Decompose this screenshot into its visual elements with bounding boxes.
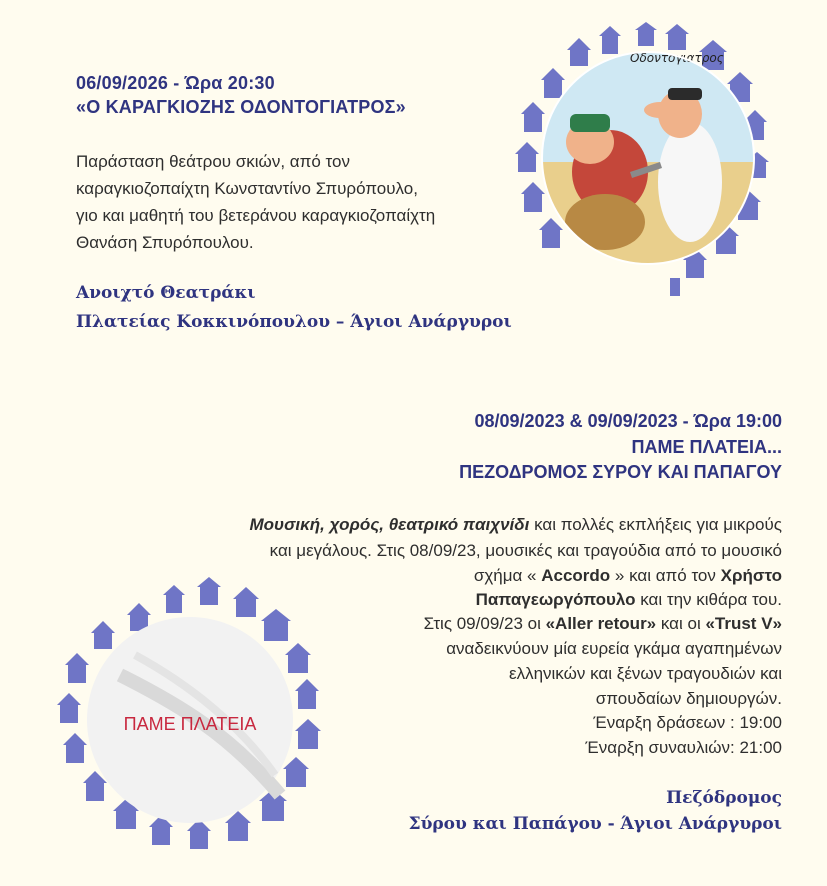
event2-venue-address: Σύρου και Παπάγου - Άγιοι Ανάργυροι — [408, 814, 782, 834]
event2-venue-name: Πεζόδρομος — [666, 788, 782, 808]
event2-date-time: 08/09/2023 & 09/09/2023 - Ώρα 19:00 — [474, 411, 782, 431]
event1-description-line: Θανάση Σπυρόπουλου. — [76, 233, 254, 252]
event2-description-line: και μεγάλους. Στις 08/09/23, μουσικές και τραγούδια από το μουσικό — [269, 541, 782, 560]
karagiozis-badge — [510, 22, 780, 302]
event2-start-concerts: Έναρξη συναυλιών: 21:00 — [585, 738, 782, 757]
event2-start-activities: Έναρξη δράσεων : 19:00 — [593, 713, 782, 732]
event1-date-time: 06/09/2026 - Ώρα 20:30 — [76, 73, 275, 93]
event1-description-line: καραγκιοζοπαίχτη Κωνσταντίνο Σπυρόπουλο, — [76, 179, 418, 198]
event2-title: ΠΑΜΕ ΠΛΑΤΕΙΑ... — [631, 437, 782, 457]
badge2-label: ΠΑΜΕ ΠΛΑΤΕΙΑ — [123, 714, 257, 734]
event2-description-line: σπουδαίων δημιουργών. — [595, 689, 782, 708]
badge1-caption: Οδοντογιατρος — [630, 51, 724, 65]
event2-description-line: σχήμα « Accordo » και από τον Χρήστο — [473, 566, 782, 585]
event1-title: «Ο ΚΑΡΑΓΚΙΟΖΗΣ ΟΔΟΝΤΟΓΙΑΤΡΟΣ» — [76, 97, 406, 117]
event2-description-line: αναδεικνύουν μία ευρεία γκάμα αγαπημένων — [446, 639, 782, 658]
event2-subtitle: ΠΕΖΟΔΡΟΜΟΣ ΣΥΡΟΥ ΚΑΙ ΠΑΠΑΓΟΥ — [459, 462, 782, 482]
pame-plateia-badge — [40, 565, 340, 865]
event1-venue-address: Πλατείας Κοκκινόπουλου – Άγιοι Ανάργυροι — [76, 312, 512, 332]
event1-venue-name: Ανοιχτό Θεατράκι — [76, 283, 256, 303]
event1-description-line: Παράσταση θεάτρου σκιών, από τον — [76, 152, 350, 171]
event2-description-line: Παπαγεωργόπουλο και την κιθάρα του. — [475, 590, 782, 609]
event2-description-line: Μουσική, χορός, θεατρικό παιχνίδι και πολλές εκπλήξεις για μικρούς — [249, 515, 782, 534]
event1-description-line: γιο και μαθητή του βετεράνου καραγκιοζοπαίχτη — [76, 206, 436, 225]
event2-description-line: Στις 09/09/23 οι «Aller retour» και οι «Trust V» — [423, 614, 782, 633]
event2-description-line: ελληνικών και ξένων τραγουδιών και — [508, 664, 782, 683]
